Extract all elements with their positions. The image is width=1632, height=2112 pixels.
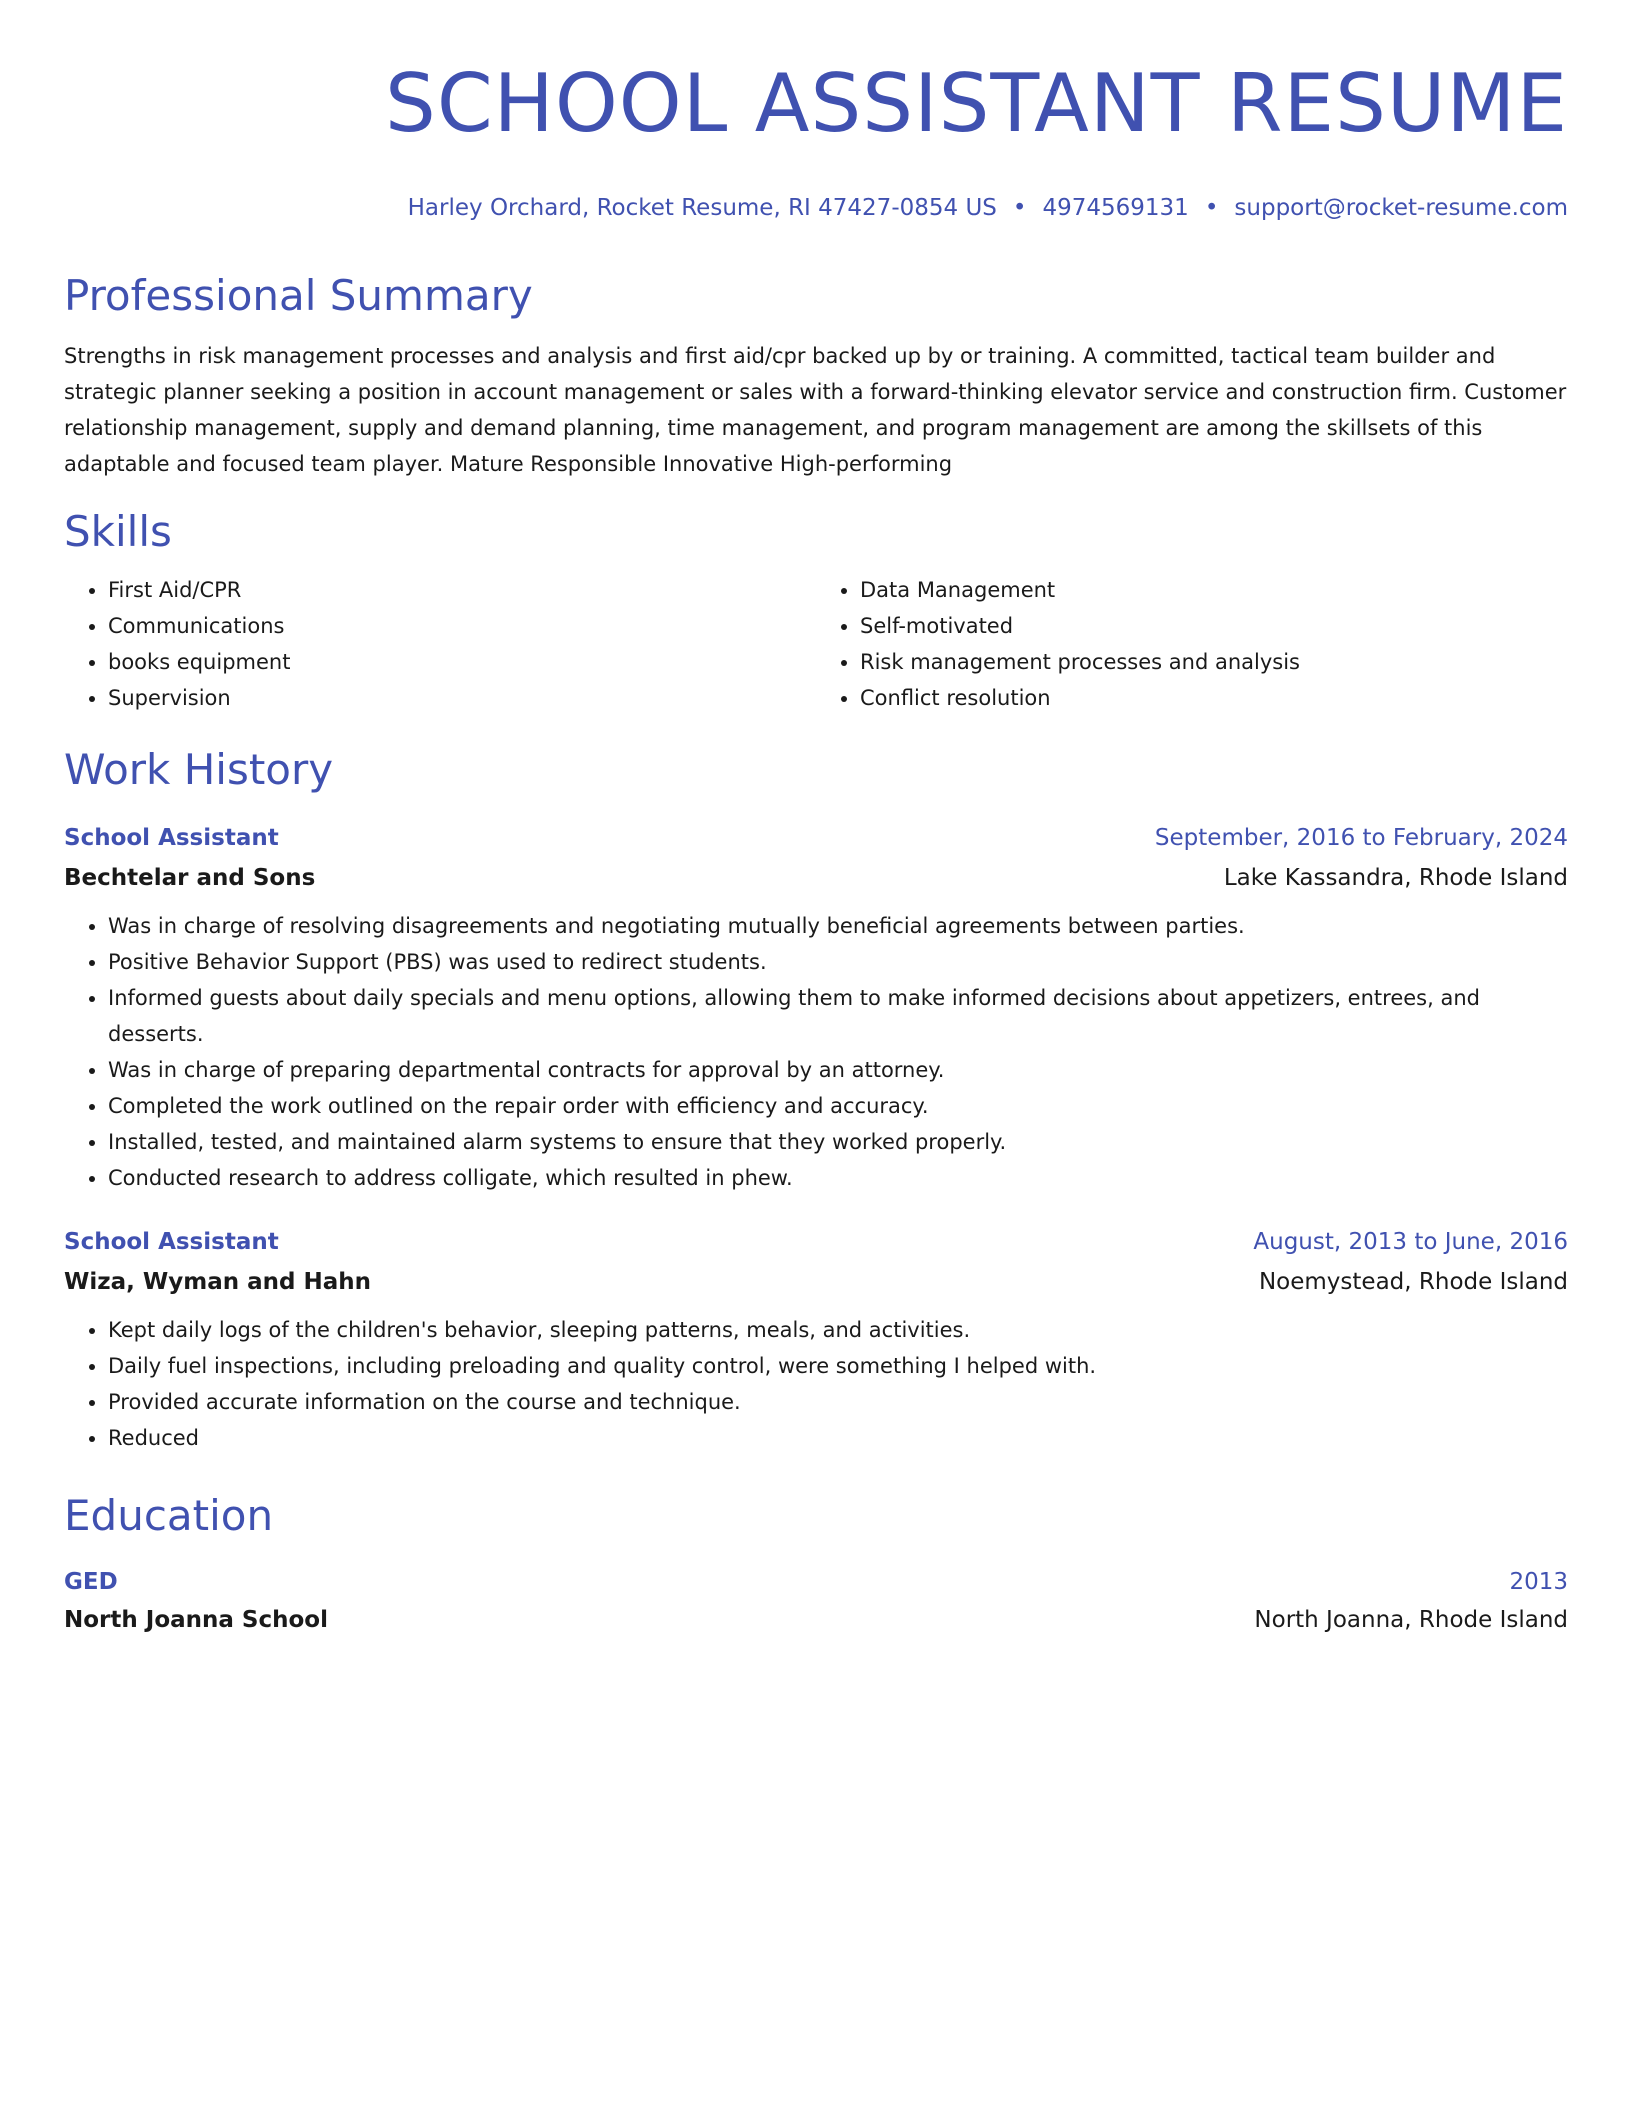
skill-item: • Supervision bbox=[108, 680, 816, 716]
job-bullet: • Was in charge of preparing departmental contracts for approval by an attorney. bbox=[108, 1052, 1568, 1088]
job-bullet: • Installed, tested, and maintained alarm systems to ensure that they worked properly. bbox=[108, 1124, 1568, 1160]
job-role: School Assistant bbox=[64, 1229, 279, 1255]
job-location: Lake Kassandra, Rhode Island bbox=[1223, 865, 1568, 891]
job-title-row bbox=[64, 822, 1568, 854]
resume-title: SCHOOL ASSISTANT RESUME bbox=[385, 57, 1568, 150]
skills-grid bbox=[64, 572, 1568, 716]
job-bullet: • Positive Behavior Support (PBS) was used to redirect students. bbox=[108, 944, 1568, 980]
skill-item: • First Aid/CPR bbox=[108, 572, 816, 608]
skill-item: • Self-motivated bbox=[860, 608, 1568, 644]
resume-page bbox=[64, 0, 1568, 1636]
job-bullet: • Completed the work outlined on the repair order with efficiency and accuracy. bbox=[108, 1088, 1568, 1124]
skill-item: • Conflict resolution bbox=[860, 680, 1568, 716]
summary-section bbox=[64, 268, 1568, 482]
job-role: School Assistant bbox=[64, 825, 279, 851]
job-company: Bechtelar and Sons bbox=[64, 865, 316, 891]
education-location: North Joanna, Rhode Island bbox=[1254, 1607, 1568, 1633]
education-school: North Joanna School bbox=[64, 1607, 328, 1633]
job-bullet: • Informed guests about daily specials and menu options, allowing them to make informed decisions about appetizers, entrees, and desserts. bbox=[108, 980, 1568, 1052]
education-degree: GED bbox=[64, 1569, 118, 1595]
education-section bbox=[64, 1488, 1568, 1636]
job-bullet: • Provided accurate information on the course and technique. bbox=[108, 1384, 1568, 1420]
work-history-heading: Work History bbox=[64, 745, 334, 794]
job-entry bbox=[64, 1226, 1568, 1456]
education-degree-row bbox=[64, 1566, 1568, 1598]
skills-section bbox=[64, 504, 1568, 716]
work-history-section bbox=[64, 742, 1568, 1456]
job-bullet: • Kept daily logs of the children's behavior, sleeping patterns, meals, and activities. bbox=[108, 1312, 1568, 1348]
skill-item: • Communications bbox=[108, 608, 816, 644]
job-bullets bbox=[64, 908, 1568, 1196]
job-bullet: • Reduced bbox=[108, 1420, 1568, 1456]
contact-email: support@rocket-resume.com bbox=[1234, 195, 1568, 221]
job-company: Wiza, Wyman and Hahn bbox=[64, 1269, 372, 1295]
job-location: Noemystead, Rhode Island bbox=[1258, 1269, 1568, 1295]
skill-item: • Data Management bbox=[860, 572, 1568, 608]
contact-separator: • bbox=[1204, 195, 1219, 221]
skills-heading: Skills bbox=[64, 507, 172, 556]
education-heading: Education bbox=[64, 1491, 274, 1540]
job-company-row bbox=[64, 1266, 1568, 1298]
contact-separator: • bbox=[1012, 195, 1027, 221]
contact-address: Harley Orchard, Rocket Resume, RI 47427-0854 US bbox=[407, 195, 997, 221]
job-entry bbox=[64, 822, 1568, 1196]
job-title-row bbox=[64, 1226, 1568, 1258]
summary-text: Strengths in risk management processes and analysis and first aid/cpr backed up by or training. A committed, tactical team builder and strategic planner seeking a position in account management or sales with a forward-thinking elevator service and construction firm. Customer relationship management, supply and demand planning, time management, and program management are among the skillsets of this adaptable and focused team player. Mature Responsible Innovative High-performing bbox=[64, 344, 1567, 476]
job-dates: August, 2013 to June, 2016 bbox=[1253, 1229, 1568, 1255]
education-year: 2013 bbox=[1509, 1569, 1568, 1595]
job-bullet: • Was in charge of resolving disagreements and negotiating mutually beneficial agreements between parties. bbox=[108, 908, 1568, 944]
job-bullets bbox=[64, 1312, 1568, 1456]
job-bullet: • Daily fuel inspections, including preloading and quality control, were something I helped with. bbox=[108, 1348, 1568, 1384]
job-dates: September, 2016 to February, 2024 bbox=[1154, 825, 1568, 851]
job-bullet: • Conducted research to address colligate, which resulted in phew. bbox=[108, 1160, 1568, 1196]
education-entry bbox=[64, 1566, 1568, 1636]
contact-phone: 4974569131 bbox=[1042, 195, 1189, 221]
skill-item: • Risk management processes and analysis bbox=[860, 644, 1568, 680]
education-school-row bbox=[64, 1604, 1568, 1636]
contact-line bbox=[64, 192, 1568, 224]
skill-item: • books equipment bbox=[108, 644, 816, 680]
summary-heading: Professional Summary bbox=[64, 271, 533, 320]
job-company-row bbox=[64, 862, 1568, 894]
skills-column-right bbox=[816, 572, 1568, 716]
skills-column-left bbox=[64, 572, 816, 716]
